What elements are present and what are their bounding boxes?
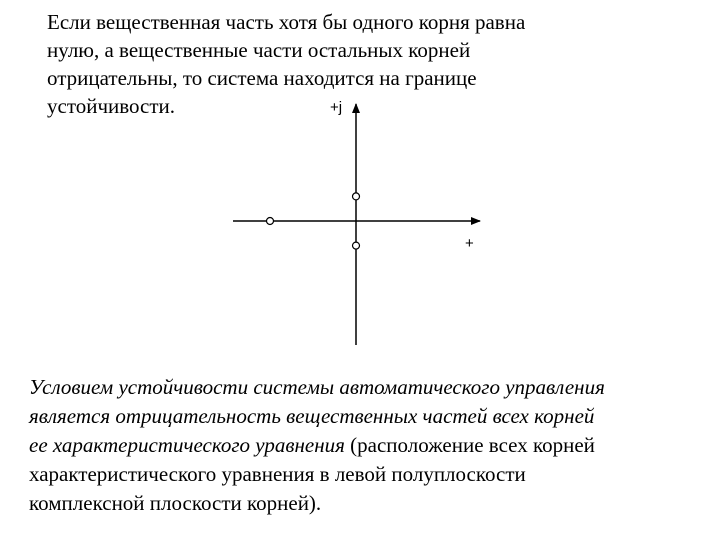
top-paragraph-line-2: нулю, а вещественные части остальных корней [47, 38, 471, 62]
root-marker-1 [267, 218, 274, 225]
top-paragraph-line-3: отрицательны, то система находится на границе [47, 66, 477, 90]
top-paragraph-line-1: Если вещественная часть хотя бы одного корня равна [47, 10, 526, 34]
bottom-paragraph [29, 373, 709, 518]
real-axis-label: + [465, 235, 474, 252]
bottom-paragraph-line-5: комплексной плоскости корней). [29, 491, 322, 515]
root-marker-2 [353, 193, 360, 200]
bottom-paragraph-line-2: является отрицательность вещественных частей всех корней [29, 404, 595, 428]
bottom-paragraph-line-1: Условием устойчивости системы автоматического управления [29, 375, 605, 399]
imaginary-axis-label: +j [330, 99, 343, 116]
root-marker-3 [353, 242, 360, 249]
bottom-paragraph-line-3 [29, 431, 709, 460]
top-paragraph-line-4: устойчивости. [47, 94, 176, 118]
bottom-paragraph-line-3-italic: ее характеристического уравнения [29, 433, 345, 457]
bottom-paragraph-line-3-normal: (расположение всех корней [344, 433, 595, 457]
bottom-paragraph-line-4: характеристического уравнения в левой полуплоскости [29, 462, 526, 486]
